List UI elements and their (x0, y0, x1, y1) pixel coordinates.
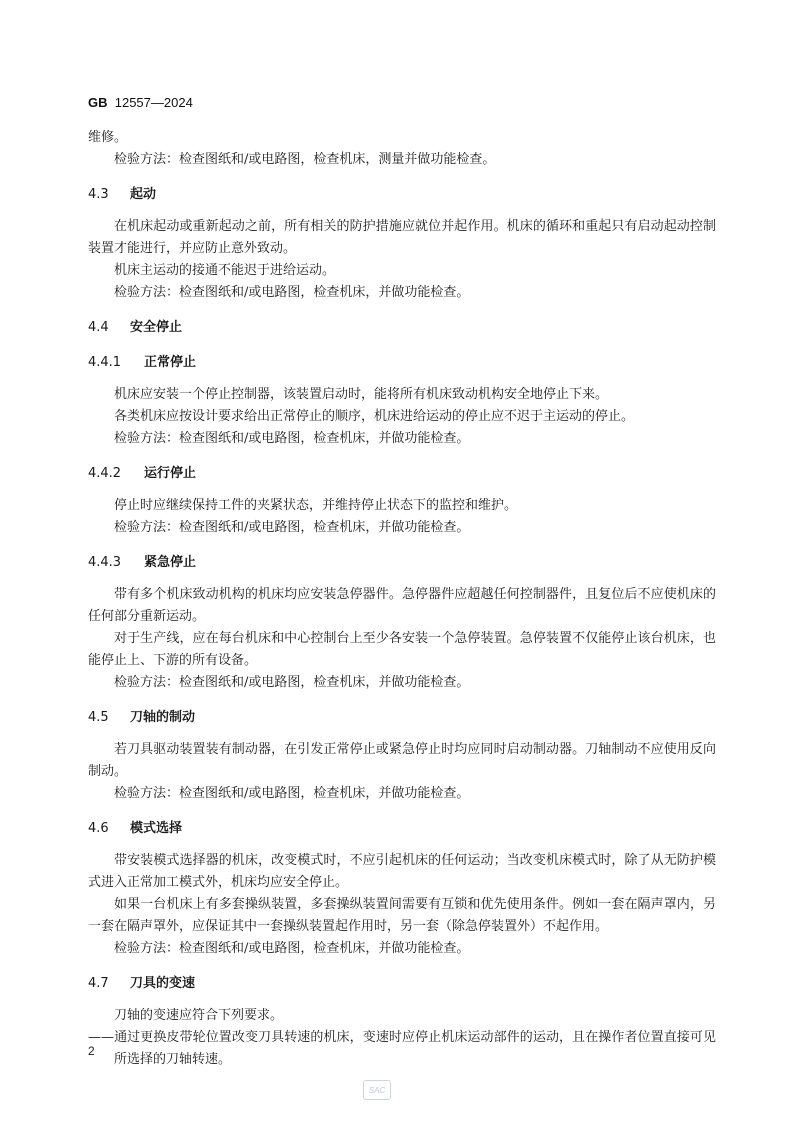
section-heading (88, 973, 716, 995)
section-title: 刀轴的制动 (130, 710, 196, 725)
section-title: 模式选择 (130, 821, 183, 836)
standard-header (88, 95, 193, 110)
paragraph: 在机床起动或重新起动之前，所有相关的防护措施应就位并起作用。机床的循环和重起只有启动起动控制装置才能进行，并应防止意外致动。 (88, 219, 716, 256)
section-title: 正常停止 (144, 355, 197, 370)
section-title: 刀具的变速 (130, 976, 196, 991)
section-heading (88, 818, 716, 840)
paragraph: 如果一台机床上有多套操纵装置，多套操纵装置间需要有互锁和优先使用条件。例如一套在隔声罩内，另一套在隔声罩外，应保证其中一套操纵装置起作用时，另一套（除急停装置外）不起作用。 (88, 897, 716, 934)
paragraph: 检验方法：检查图纸和/或电路图，检查机床，并做功能检查。 (114, 941, 470, 956)
list-item: ——通过更换皮带轮位置改变刀具转速的机床，变速时应停止机床运动部件的运动，且在操作者位置直接可见所选择的刀轴转速。 (88, 1030, 716, 1067)
section-number: 4.4.1 (88, 355, 122, 370)
section-number: 4.5 (88, 710, 109, 725)
paragraph: 机床应安装一个停止控制器，该装置启动时，能将所有机床致动机构安全地停止下来。 (114, 387, 609, 402)
section-number: 4.4 (88, 320, 109, 335)
paragraph: 停止时应继续保持工件的夹紧状态，并维持停止状态下的监控和维护。 (114, 498, 518, 513)
section-heading (88, 184, 716, 206)
paragraph: 带有多个机床致动机构的机床均应安装急停器件。急停器件应超越任何控制器件，且复位后不应使机床的任何部分重新运动。 (88, 587, 716, 624)
section-heading (88, 317, 716, 339)
sac-logo-watermark (363, 1080, 391, 1100)
section-number: 4.6 (88, 821, 109, 836)
section-heading (88, 707, 716, 729)
paragraph: 各类机床应按设计要求给出正常停止的顺序，机床进给运动的停止应不迟于主运动的停止。 (114, 409, 635, 424)
section-title: 紧急停止 (144, 555, 197, 570)
paragraph: 若刀具驱动装置装有制动器，在引发正常停止或紧急停止时均应同时启动制动器。刀轴制动不应使用反向制动。 (88, 742, 716, 779)
paragraph: 对于生产线，应在每台机床和中心控制台上至少各安装一个急停装置。急停装置不仅能停止该台机床，也能停止上、下游的所有设备。 (88, 631, 716, 668)
section-number: 4.4.2 (88, 466, 122, 481)
paragraph: 检验方法：检查图纸和/或电路图，检查机床，并做功能检查。 (114, 431, 470, 446)
paragraph: 带安装模式选择器的机床，改变模式时，不应引起机床的任何运动；当改变机床模式时，除了从无防护模式进入正常加工模式外，机床均应安全停止。 (88, 853, 716, 890)
paragraph: 检验方法：检查图纸和/或电路图，检查机床，并做功能检查。 (114, 675, 470, 690)
section-number: 4.4.3 (88, 555, 122, 570)
section-title: 运行停止 (144, 466, 197, 481)
paragraph: 检验方法：检查图纸和/或电路图，检查机床，测量并做功能检查。 (114, 152, 496, 167)
page-number: 2 (88, 1044, 95, 1058)
logo-text: SAC (368, 1085, 386, 1095)
paragraph: 机床主运动的接通不能迟于进给运动。 (114, 263, 336, 278)
section-number: 4.3 (88, 187, 109, 202)
paragraph: 刀轴的变速应符合下列要求。 (114, 1008, 284, 1023)
standard-code: GB (88, 95, 108, 110)
paragraph: 检验方法：检查图纸和/或电路图，检查机床，并做功能检查。 (114, 786, 470, 801)
section-heading (88, 463, 716, 485)
paragraph: 检验方法：检查图纸和/或电路图，检查机床，并做功能检查。 (114, 520, 470, 535)
section-number: 4.7 (88, 976, 109, 991)
section-title: 安全停止 (130, 320, 183, 335)
document-body (88, 127, 716, 1071)
paragraph: 维修。 (88, 130, 128, 145)
section-title: 起动 (130, 187, 157, 202)
standard-number: 12557—2024 (114, 95, 193, 110)
paragraph: 检验方法：检查图纸和/或电路图，检查机床，并做功能检查。 (114, 285, 470, 300)
section-heading (88, 552, 716, 574)
section-heading (88, 352, 716, 374)
